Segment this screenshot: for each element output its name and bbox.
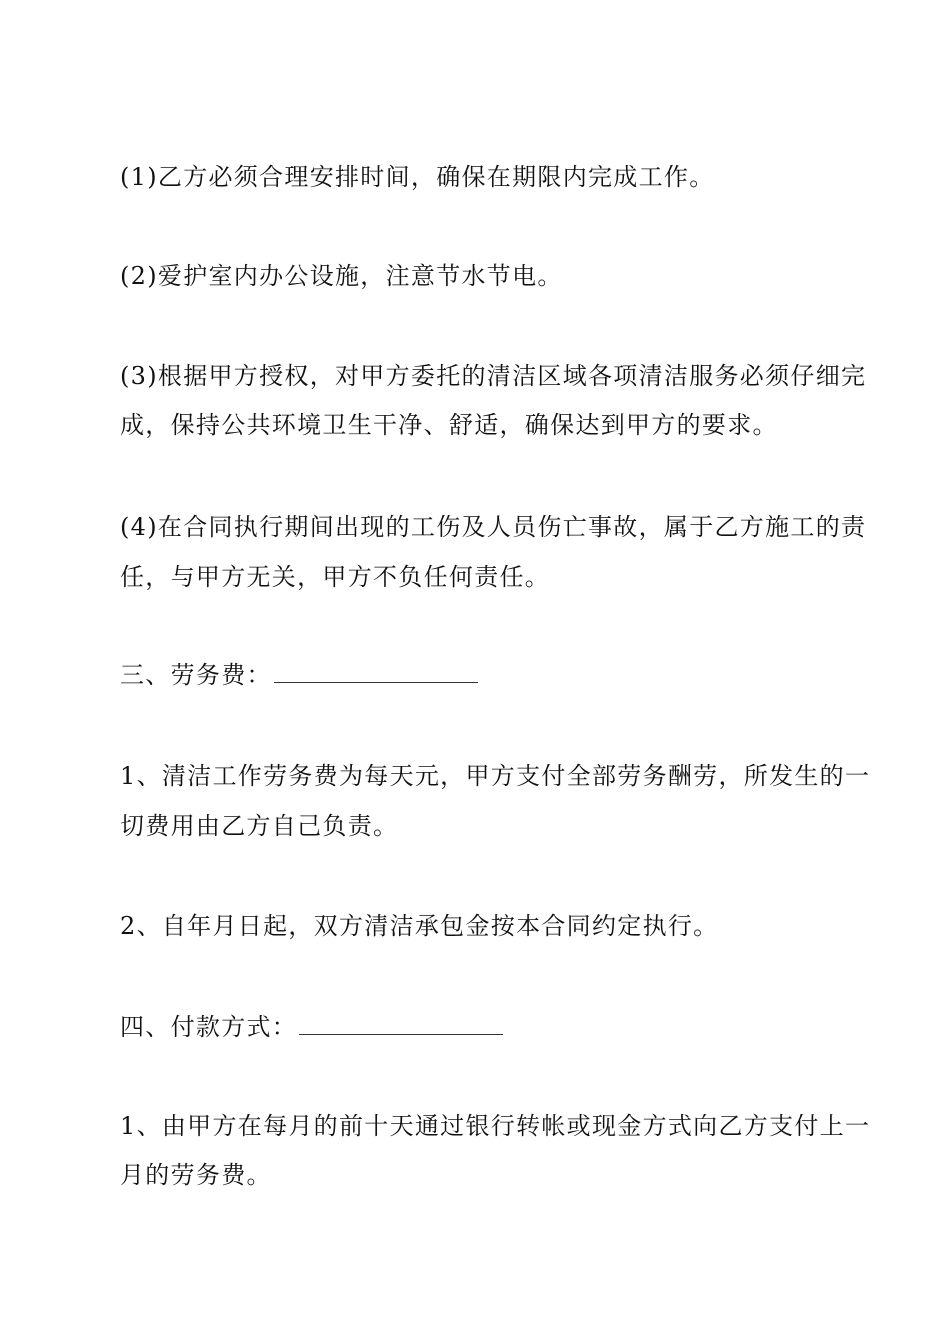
clause-4-line-1: (4)在合同执行期间出现的工伤及人员伤亡事故，属于乙方施工的责: [120, 513, 867, 541]
clause-3-line-2: 成，保持公共环境卫生干净、舒适，确保达到甲方的要求。: [120, 411, 778, 439]
payment-item-1-line-2: 月的劳务费。: [120, 1161, 272, 1189]
fee-item-2-line-1: 2、自年月日起，双方清洁承包金按本合同约定执行。: [120, 912, 719, 940]
fee-item-1-line-1: 1、清洁工作劳务费为每天元，甲方支付全部劳务酬劳，所发生的一: [120, 762, 871, 790]
clause-1-line-1: (1)乙方必须合理安排时间，确保在期限内完成工作。: [120, 163, 715, 191]
section-3-heading-row: [120, 659, 835, 691]
section-4-heading: 四、付款方式：: [120, 1013, 298, 1041]
fee-item-1-line-2: 切费用由乙方自己负责。: [120, 812, 399, 840]
fee-blank-field: [274, 660, 478, 683]
clause-4-line-2: 任，与甲方无关，甲方不负任何责任。: [120, 563, 551, 591]
payment-blank-field: [299, 1012, 503, 1035]
clause-2-line-1: (2)爱护室内办公设施，注意节水节电。: [120, 262, 563, 290]
section-4-heading-row: [120, 1011, 835, 1043]
payment-item-1-line-1: 1、由甲方在每月的前十天通过银行转帐或现金方式向乙方支付上一: [120, 1112, 871, 1140]
clause-3-line-1: (3)根据甲方授权，对甲方委托的清洁区域各项清洁服务必须仔细完: [120, 362, 867, 390]
section-3-heading: 三、劳务费：: [120, 661, 272, 689]
